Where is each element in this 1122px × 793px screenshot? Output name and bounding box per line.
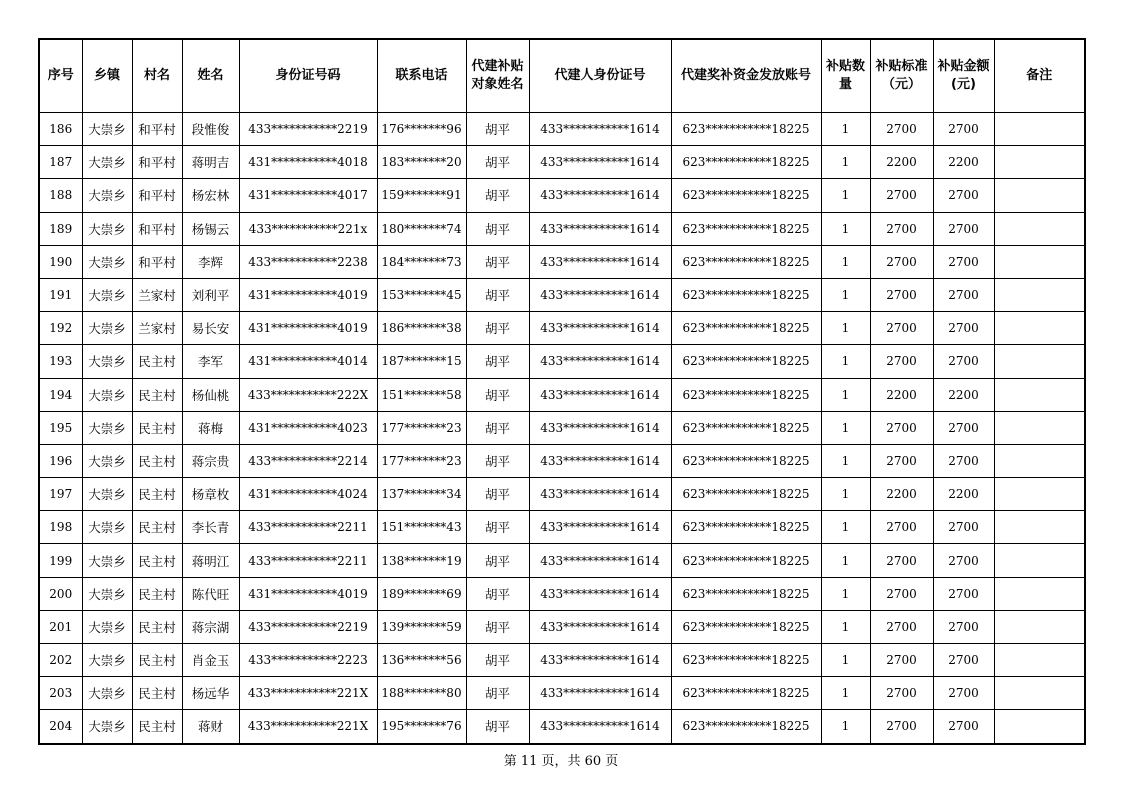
cell-remark <box>994 146 1085 179</box>
cell-agent_id: 433***********1614 <box>529 710 671 744</box>
cell-town: 大崇乡 <box>82 610 132 643</box>
cell-town: 大崇乡 <box>82 411 132 444</box>
cell-seq: 200 <box>39 577 82 610</box>
cell-village: 兰家村 <box>132 278 182 311</box>
cell-name: 蒋明江 <box>182 544 239 577</box>
cell-village: 民主村 <box>132 345 182 378</box>
header-row <box>39 39 1085 113</box>
cell-amount: 2700 <box>933 345 994 378</box>
table-row <box>39 146 1085 179</box>
cell-town: 大崇乡 <box>82 444 132 477</box>
cell-agent_name: 胡平 <box>466 312 529 345</box>
cell-standard: 2700 <box>870 179 933 212</box>
cell-town: 大崇乡 <box>82 113 132 146</box>
cell-qty: 1 <box>821 544 870 577</box>
cell-account: 623***********18225 <box>671 511 821 544</box>
cell-village: 兰家村 <box>132 312 182 345</box>
header-id_number: 身份证号码 <box>239 39 377 113</box>
cell-village: 民主村 <box>132 511 182 544</box>
cell-id_number: 433***********221X <box>239 677 377 710</box>
cell-name: 李长青 <box>182 511 239 544</box>
cell-phone: 177*******23 <box>377 444 466 477</box>
cell-village: 民主村 <box>132 478 182 511</box>
cell-id_number: 431***********4019 <box>239 278 377 311</box>
cell-agent_name: 胡平 <box>466 278 529 311</box>
cell-phone: 137*******34 <box>377 478 466 511</box>
cell-account: 623***********18225 <box>671 278 821 311</box>
cell-village: 民主村 <box>132 710 182 744</box>
table-body <box>39 113 1085 744</box>
table-row <box>39 312 1085 345</box>
cell-id_number: 433***********2219 <box>239 113 377 146</box>
cell-amount: 2200 <box>933 146 994 179</box>
cell-phone: 151*******43 <box>377 511 466 544</box>
cell-qty: 1 <box>821 179 870 212</box>
cell-standard: 2700 <box>870 644 933 677</box>
cell-account: 623***********18225 <box>671 378 821 411</box>
cell-agent_name: 胡平 <box>466 212 529 245</box>
cell-qty: 1 <box>821 444 870 477</box>
cell-village: 和平村 <box>132 113 182 146</box>
cell-seq: 204 <box>39 710 82 744</box>
cell-agent_id: 433***********1614 <box>529 179 671 212</box>
table-row <box>39 245 1085 278</box>
table-row <box>39 278 1085 311</box>
cell-remark <box>994 113 1085 146</box>
cell-town: 大崇乡 <box>82 146 132 179</box>
cell-village: 民主村 <box>132 610 182 643</box>
cell-amount: 2700 <box>933 212 994 245</box>
cell-village: 和平村 <box>132 212 182 245</box>
cell-id_number: 431***********4024 <box>239 478 377 511</box>
cell-seq: 191 <box>39 278 82 311</box>
table-row <box>39 511 1085 544</box>
cell-id_number: 431***********4019 <box>239 577 377 610</box>
cell-qty: 1 <box>821 411 870 444</box>
cell-qty: 1 <box>821 146 870 179</box>
cell-id_number: 433***********2211 <box>239 511 377 544</box>
cell-seq: 198 <box>39 511 82 544</box>
cell-remark <box>994 179 1085 212</box>
cell-amount: 2700 <box>933 610 994 643</box>
cell-town: 大崇乡 <box>82 378 132 411</box>
cell-standard: 2700 <box>870 544 933 577</box>
cell-name: 肖金玉 <box>182 644 239 677</box>
cell-phone: 184*******73 <box>377 245 466 278</box>
cell-agent_id: 433***********1614 <box>529 146 671 179</box>
cell-standard: 2700 <box>870 278 933 311</box>
cell-name: 杨锡云 <box>182 212 239 245</box>
cell-agent_id: 433***********1614 <box>529 511 671 544</box>
cell-account: 623***********18225 <box>671 610 821 643</box>
cell-remark <box>994 345 1085 378</box>
cell-town: 大崇乡 <box>82 544 132 577</box>
cell-phone: 188*******80 <box>377 677 466 710</box>
cell-town: 大崇乡 <box>82 345 132 378</box>
cell-account: 623***********18225 <box>671 146 821 179</box>
cell-account: 623***********18225 <box>671 644 821 677</box>
header-remark: 备注 <box>994 39 1085 113</box>
cell-village: 和平村 <box>132 245 182 278</box>
cell-agent_id: 433***********1614 <box>529 577 671 610</box>
cell-remark <box>994 378 1085 411</box>
cell-agent_name: 胡平 <box>466 710 529 744</box>
cell-name: 蒋明吉 <box>182 146 239 179</box>
cell-account: 623***********18225 <box>671 245 821 278</box>
page-footer: 第 11 页，共 60 页 <box>503 754 619 769</box>
cell-amount: 2700 <box>933 511 994 544</box>
cell-amount: 2700 <box>933 577 994 610</box>
header-seq: 序号 <box>39 39 82 113</box>
cell-id_number: 433***********221x <box>239 212 377 245</box>
cell-agent_name: 胡平 <box>466 113 529 146</box>
cell-agent_name: 胡平 <box>466 478 529 511</box>
cell-village: 和平村 <box>132 146 182 179</box>
cell-name: 蒋梅 <box>182 411 239 444</box>
cell-town: 大崇乡 <box>82 511 132 544</box>
table-row <box>39 212 1085 245</box>
cell-phone: 151*******58 <box>377 378 466 411</box>
cell-remark <box>994 245 1085 278</box>
cell-standard: 2700 <box>870 212 933 245</box>
cell-account: 623***********18225 <box>671 577 821 610</box>
cell-id_number: 431***********4018 <box>239 146 377 179</box>
cell-agent_id: 433***********1614 <box>529 444 671 477</box>
header-account: 代建奖补资金发放账号 <box>671 39 821 113</box>
cell-amount: 2700 <box>933 710 994 744</box>
cell-village: 民主村 <box>132 577 182 610</box>
cell-town: 大崇乡 <box>82 644 132 677</box>
cell-agent_name: 胡平 <box>466 677 529 710</box>
cell-qty: 1 <box>821 610 870 643</box>
cell-id_number: 433***********2223 <box>239 644 377 677</box>
cell-agent_name: 胡平 <box>466 444 529 477</box>
cell-amount: 2200 <box>933 478 994 511</box>
table-row <box>39 644 1085 677</box>
cell-remark <box>994 278 1085 311</box>
cell-seq: 189 <box>39 212 82 245</box>
cell-id_number: 431***********4019 <box>239 312 377 345</box>
cell-phone: 159*******91 <box>377 179 466 212</box>
header-agent_name: 代建补贴对象姓名 <box>466 39 529 113</box>
cell-account: 623***********18225 <box>671 312 821 345</box>
cell-remark <box>994 577 1085 610</box>
cell-name: 刘利平 <box>182 278 239 311</box>
cell-agent_name: 胡平 <box>466 511 529 544</box>
cell-account: 623***********18225 <box>671 444 821 477</box>
cell-name: 杨宏林 <box>182 179 239 212</box>
cell-standard: 2700 <box>870 312 933 345</box>
cell-agent_name: 胡平 <box>466 411 529 444</box>
cell-agent_name: 胡平 <box>466 610 529 643</box>
cell-amount: 2700 <box>933 677 994 710</box>
cell-town: 大崇乡 <box>82 278 132 311</box>
cell-village: 民主村 <box>132 378 182 411</box>
cell-seq: 203 <box>39 677 82 710</box>
cell-id_number: 433***********222X <box>239 378 377 411</box>
cell-village: 民主村 <box>132 677 182 710</box>
header-qty: 补贴数量 <box>821 39 870 113</box>
cell-agent_id: 433***********1614 <box>529 677 671 710</box>
cell-name: 杨远华 <box>182 677 239 710</box>
cell-agent_name: 胡平 <box>466 378 529 411</box>
cell-amount: 2700 <box>933 411 994 444</box>
header-standard: 补贴标准（元） <box>870 39 933 113</box>
cell-town: 大崇乡 <box>82 212 132 245</box>
cell-id_number: 433***********2238 <box>239 245 377 278</box>
cell-phone: 186*******38 <box>377 312 466 345</box>
cell-qty: 1 <box>821 644 870 677</box>
cell-town: 大崇乡 <box>82 478 132 511</box>
cell-seq: 201 <box>39 610 82 643</box>
cell-standard: 2700 <box>870 345 933 378</box>
cell-standard: 2700 <box>870 113 933 146</box>
table-row <box>39 179 1085 212</box>
cell-seq: 188 <box>39 179 82 212</box>
cell-town: 大崇乡 <box>82 677 132 710</box>
table-row <box>39 378 1085 411</box>
cell-qty: 1 <box>821 345 870 378</box>
cell-seq: 190 <box>39 245 82 278</box>
cell-amount: 2700 <box>933 644 994 677</box>
cell-qty: 1 <box>821 577 870 610</box>
cell-agent_id: 433***********1614 <box>529 278 671 311</box>
cell-agent_name: 胡平 <box>466 577 529 610</box>
cell-agent_id: 433***********1614 <box>529 411 671 444</box>
header-agent_id: 代建人身份证号 <box>529 39 671 113</box>
cell-qty: 1 <box>821 278 870 311</box>
cell-phone: 189*******69 <box>377 577 466 610</box>
cell-account: 623***********18225 <box>671 411 821 444</box>
cell-standard: 2700 <box>870 511 933 544</box>
cell-name: 杨章枚 <box>182 478 239 511</box>
table-row <box>39 577 1085 610</box>
cell-account: 623***********18225 <box>671 345 821 378</box>
cell-amount: 2700 <box>933 245 994 278</box>
cell-phone: 180*******74 <box>377 212 466 245</box>
table-row <box>39 544 1085 577</box>
table-row <box>39 113 1085 146</box>
cell-agent_id: 433***********1614 <box>529 345 671 378</box>
cell-qty: 1 <box>821 378 870 411</box>
cell-phone: 139*******59 <box>377 610 466 643</box>
cell-name: 蒋宗贵 <box>182 444 239 477</box>
cell-standard: 2700 <box>870 411 933 444</box>
cell-account: 623***********18225 <box>671 478 821 511</box>
cell-seq: 195 <box>39 411 82 444</box>
cell-remark <box>994 511 1085 544</box>
cell-id_number: 433***********2214 <box>239 444 377 477</box>
cell-standard: 2700 <box>870 245 933 278</box>
table-row <box>39 478 1085 511</box>
cell-name: 蒋财 <box>182 710 239 744</box>
cell-amount: 2700 <box>933 544 994 577</box>
cell-name: 杨仙桃 <box>182 378 239 411</box>
cell-phone: 136*******56 <box>377 644 466 677</box>
cell-remark <box>994 610 1085 643</box>
table-row <box>39 610 1085 643</box>
cell-agent_id: 433***********1614 <box>529 212 671 245</box>
header-village: 村名 <box>132 39 182 113</box>
cell-agent_name: 胡平 <box>466 644 529 677</box>
cell-phone: 176*******96 <box>377 113 466 146</box>
cell-account: 623***********18225 <box>671 544 821 577</box>
cell-remark <box>994 312 1085 345</box>
cell-qty: 1 <box>821 511 870 544</box>
cell-remark <box>994 677 1085 710</box>
table-header <box>39 39 1085 113</box>
cell-standard: 2200 <box>870 378 933 411</box>
cell-standard: 2200 <box>870 478 933 511</box>
cell-seq: 186 <box>39 113 82 146</box>
cell-name: 李军 <box>182 345 239 378</box>
cell-id_number: 431***********4023 <box>239 411 377 444</box>
table-row <box>39 710 1085 744</box>
cell-town: 大崇乡 <box>82 312 132 345</box>
cell-amount: 2200 <box>933 378 994 411</box>
cell-phone: 177*******23 <box>377 411 466 444</box>
cell-qty: 1 <box>821 113 870 146</box>
cell-seq: 193 <box>39 345 82 378</box>
cell-amount: 2700 <box>933 179 994 212</box>
cell-phone: 138*******19 <box>377 544 466 577</box>
cell-qty: 1 <box>821 478 870 511</box>
cell-seq: 194 <box>39 378 82 411</box>
cell-remark <box>994 411 1085 444</box>
cell-account: 623***********18225 <box>671 212 821 245</box>
cell-town: 大崇乡 <box>82 577 132 610</box>
cell-standard: 2200 <box>870 146 933 179</box>
cell-name: 段惟俊 <box>182 113 239 146</box>
cell-amount: 2700 <box>933 278 994 311</box>
cell-qty: 1 <box>821 245 870 278</box>
cell-name: 易长安 <box>182 312 239 345</box>
cell-village: 和平村 <box>132 179 182 212</box>
cell-phone: 195*******76 <box>377 710 466 744</box>
cell-village: 民主村 <box>132 644 182 677</box>
header-phone: 联系电话 <box>377 39 466 113</box>
table-row <box>39 677 1085 710</box>
cell-agent_id: 433***********1614 <box>529 544 671 577</box>
cell-qty: 1 <box>821 710 870 744</box>
cell-agent_name: 胡平 <box>466 146 529 179</box>
cell-agent_id: 433***********1614 <box>529 378 671 411</box>
cell-id_number: 431***********4017 <box>239 179 377 212</box>
cell-qty: 1 <box>821 312 870 345</box>
cell-agent_name: 胡平 <box>466 345 529 378</box>
cell-village: 民主村 <box>132 444 182 477</box>
cell-standard: 2700 <box>870 444 933 477</box>
cell-id_number: 433***********2211 <box>239 544 377 577</box>
cell-standard: 2700 <box>870 677 933 710</box>
cell-qty: 1 <box>821 212 870 245</box>
cell-town: 大崇乡 <box>82 179 132 212</box>
cell-seq: 199 <box>39 544 82 577</box>
header-amount: 补贴金额(元) <box>933 39 994 113</box>
cell-name: 蒋宗湖 <box>182 610 239 643</box>
cell-remark <box>994 644 1085 677</box>
cell-agent_name: 胡平 <box>466 544 529 577</box>
cell-standard: 2700 <box>870 610 933 643</box>
cell-seq: 197 <box>39 478 82 511</box>
cell-amount: 2700 <box>933 113 994 146</box>
cell-agent_id: 433***********1614 <box>529 644 671 677</box>
cell-remark <box>994 444 1085 477</box>
cell-agent_id: 433***********1614 <box>529 113 671 146</box>
cell-seq: 196 <box>39 444 82 477</box>
cell-standard: 2700 <box>870 577 933 610</box>
cell-standard: 2700 <box>870 710 933 744</box>
cell-name: 陈代旺 <box>182 577 239 610</box>
cell-id_number: 433***********2219 <box>239 610 377 643</box>
header-town: 乡镇 <box>82 39 132 113</box>
cell-seq: 187 <box>39 146 82 179</box>
cell-remark <box>994 478 1085 511</box>
header-name: 姓名 <box>182 39 239 113</box>
cell-agent_id: 433***********1614 <box>529 312 671 345</box>
table-row <box>39 345 1085 378</box>
cell-agent_id: 433***********1614 <box>529 478 671 511</box>
cell-agent_name: 胡平 <box>466 245 529 278</box>
cell-account: 623***********18225 <box>671 113 821 146</box>
cell-village: 民主村 <box>132 411 182 444</box>
cell-agent_name: 胡平 <box>466 179 529 212</box>
cell-seq: 202 <box>39 644 82 677</box>
cell-account: 623***********18225 <box>671 710 821 744</box>
cell-amount: 2700 <box>933 444 994 477</box>
cell-name: 李辉 <box>182 245 239 278</box>
cell-id_number: 433***********221X <box>239 710 377 744</box>
table-row <box>39 444 1085 477</box>
cell-agent_id: 433***********1614 <box>529 245 671 278</box>
cell-qty: 1 <box>821 677 870 710</box>
cell-remark <box>994 544 1085 577</box>
cell-phone: 153*******45 <box>377 278 466 311</box>
cell-remark <box>994 212 1085 245</box>
subsidy-table <box>38 38 1086 745</box>
cell-account: 623***********18225 <box>671 179 821 212</box>
cell-amount: 2700 <box>933 312 994 345</box>
cell-remark <box>994 710 1085 744</box>
cell-id_number: 431***********4014 <box>239 345 377 378</box>
cell-phone: 183*******20 <box>377 146 466 179</box>
cell-town: 大崇乡 <box>82 245 132 278</box>
cell-phone: 187*******15 <box>377 345 466 378</box>
cell-seq: 192 <box>39 312 82 345</box>
cell-town: 大崇乡 <box>82 710 132 744</box>
cell-agent_id: 433***********1614 <box>529 610 671 643</box>
table-row <box>39 411 1085 444</box>
cell-village: 民主村 <box>132 544 182 577</box>
cell-account: 623***********18225 <box>671 677 821 710</box>
